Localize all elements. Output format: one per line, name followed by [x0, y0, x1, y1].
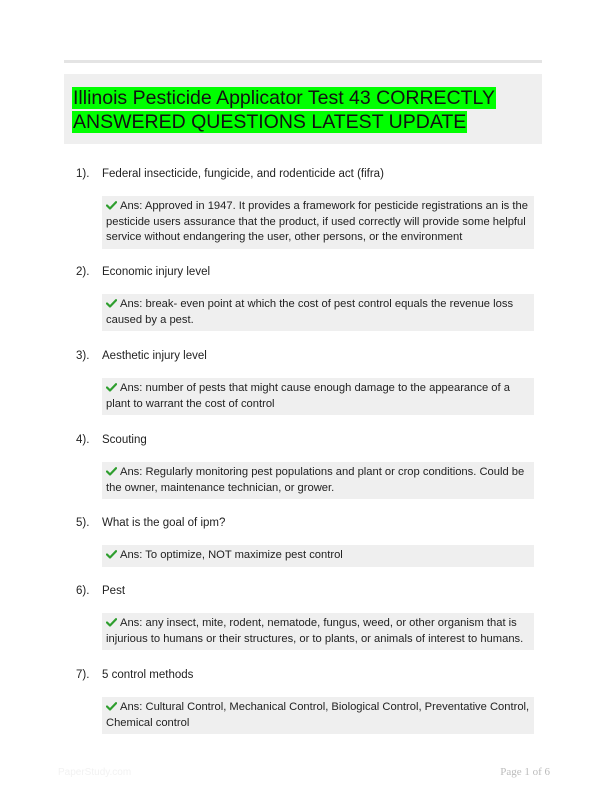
check-icon — [106, 201, 117, 210]
answer-text: Ans: Cultural Control, Mechanical Control, Biological Control, Preventative Control, Chemical control — [106, 701, 530, 729]
answer-box — [102, 613, 534, 650]
answer-text: Ans: number of pests that might cause enough damage to the appearance of a plant to warrant the cost of control — [106, 382, 510, 410]
answer-box — [102, 697, 534, 734]
question-text: What is the goal of ipm? — [102, 517, 226, 529]
question-number: 5). — [76, 517, 90, 529]
check-icon — [106, 299, 117, 308]
qa-item — [64, 585, 542, 650]
question-text: Economic injury level — [102, 266, 211, 278]
question-number: 1). — [76, 168, 90, 180]
question-text: Federal insecticide, fungicide, and rodenticide act (fifra) — [102, 168, 384, 180]
answer-box — [102, 294, 534, 331]
qa-item — [64, 266, 542, 331]
answer-text: Ans: To optimize, NOT maximize pest control — [120, 549, 343, 561]
question-number: 2). — [76, 266, 90, 278]
answer-box — [102, 462, 534, 499]
page-title-text: Illinois Pesticide Applicator Test 43 CORRECTLY ANSWERED QUESTIONS LATEST UPDATE — [73, 87, 495, 133]
footer-watermark: PaperStudy.com — [58, 767, 132, 778]
answer-box — [102, 196, 534, 249]
answer-box — [102, 545, 534, 567]
page-title — [72, 86, 537, 134]
answer-text: Ans: Regularly monitoring pest populations and plant or crop conditions. Could be the owner, maintenance technician, or grower. — [106, 466, 525, 494]
question-number: 7). — [76, 669, 90, 681]
question-text: Pest — [102, 585, 126, 597]
check-icon — [106, 383, 117, 392]
question-text: 5 control methods — [102, 669, 194, 681]
check-icon — [106, 618, 117, 627]
check-icon — [106, 702, 117, 711]
question-number: 6). — [76, 585, 90, 597]
title-box — [64, 74, 542, 144]
answer-text: Ans: any insect, mite, rodent, nematode, fungus, weed, or other organism that is injurious to humans or their structures, or to plants, or animals of interest to humans. — [106, 617, 524, 645]
qa-item — [64, 517, 542, 567]
question-number: 3). — [76, 350, 90, 362]
qa-item — [64, 669, 542, 734]
question-text: Aesthetic injury level — [102, 350, 207, 362]
answer-text: Ans: Approved in 1947. It provides a framework for pesticide registrations an is the pesticide users assurance that the product, if used correctly will provide some helpful service without endangering the user, other persons, or the environment — [106, 200, 528, 243]
qa-item — [64, 168, 542, 249]
qa-item — [64, 434, 542, 499]
check-icon — [106, 467, 117, 476]
qa-item — [64, 350, 542, 415]
answer-box — [102, 378, 534, 415]
question-number: 4). — [76, 434, 90, 446]
check-icon — [106, 550, 117, 559]
question-text: Scouting — [102, 434, 147, 446]
answer-text: Ans: break- even point at which the cost of pest control equals the revenue loss caused by a pest. — [106, 298, 514, 326]
page-number: Page 1 of 6 — [500, 766, 550, 778]
top-divider — [64, 60, 542, 63]
